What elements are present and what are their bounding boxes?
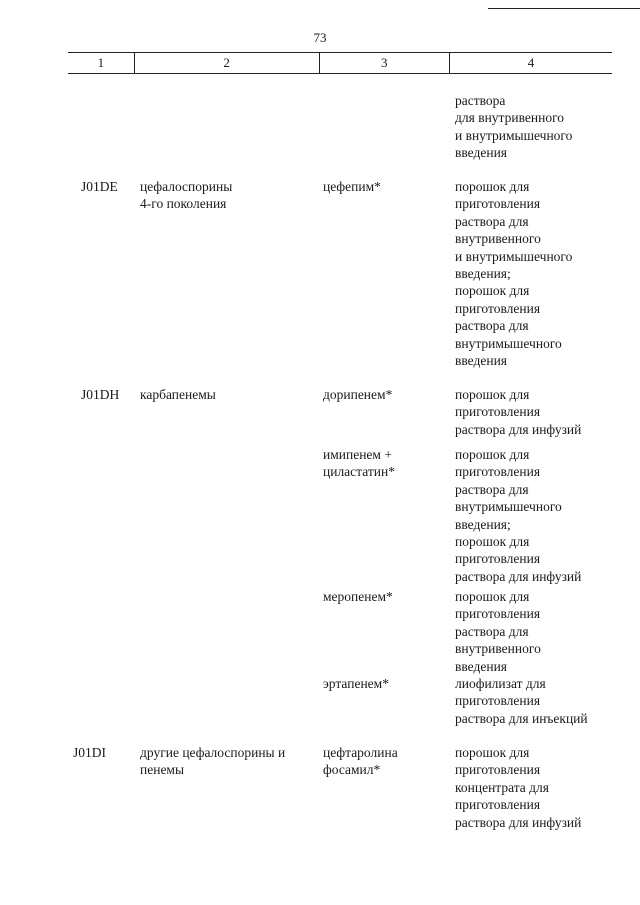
top-rule bbox=[488, 8, 640, 9]
row-2-group: карбапенемы bbox=[140, 387, 216, 402]
row-1-code: J01DE bbox=[81, 179, 118, 194]
row-0-form: раствора для внутривенного и внутримышечного введения bbox=[455, 93, 573, 161]
header-col-4: 4 bbox=[449, 53, 612, 73]
row-2-code: J01DH bbox=[81, 387, 120, 402]
header-col-3: 3 bbox=[319, 53, 449, 73]
row-3-form: порошок для приготовления раствора для внутримышечного введения; порошок для приготовления раствора для инфузий bbox=[455, 447, 582, 584]
row-6-drug: цефтаролина фосамил* bbox=[323, 745, 398, 778]
row-1-group: цефалоспорины 4-го поколения bbox=[140, 179, 233, 212]
row-1-form: порошок для приготовления раствора для внутривенного и внутримышечного введения; порошок для приготовления раствора для внутримышечного введения bbox=[455, 179, 573, 369]
row-5-drug: эртапенем* bbox=[323, 676, 389, 691]
row-2-drug: дорипенем* bbox=[323, 387, 393, 402]
page-number: 73 bbox=[313, 30, 327, 45]
header-col-2: 2 bbox=[134, 53, 319, 73]
row-6-group: другие цефалоспорины и пенемы bbox=[140, 745, 286, 778]
row-6-code: J01DI bbox=[73, 745, 106, 760]
row-4-form: порошок для приготовления раствора для внутривенного введения bbox=[455, 589, 541, 674]
row-4-drug: меропенем* bbox=[323, 589, 393, 604]
table-header bbox=[68, 52, 612, 74]
row-1-drug: цефепим* bbox=[323, 179, 381, 194]
row-5-form: лиофилизат для приготовления раствора для инъекций bbox=[455, 676, 588, 726]
row-3-drug: имипенем + циластатин* bbox=[323, 447, 395, 480]
row-2-form: порошок для приготовления раствора для инфузий bbox=[455, 387, 582, 437]
row-6-form: порошок для приготовления концентрата для приготовления раствора для инфузий bbox=[455, 745, 582, 830]
header-col-1: 1 bbox=[97, 55, 105, 70]
